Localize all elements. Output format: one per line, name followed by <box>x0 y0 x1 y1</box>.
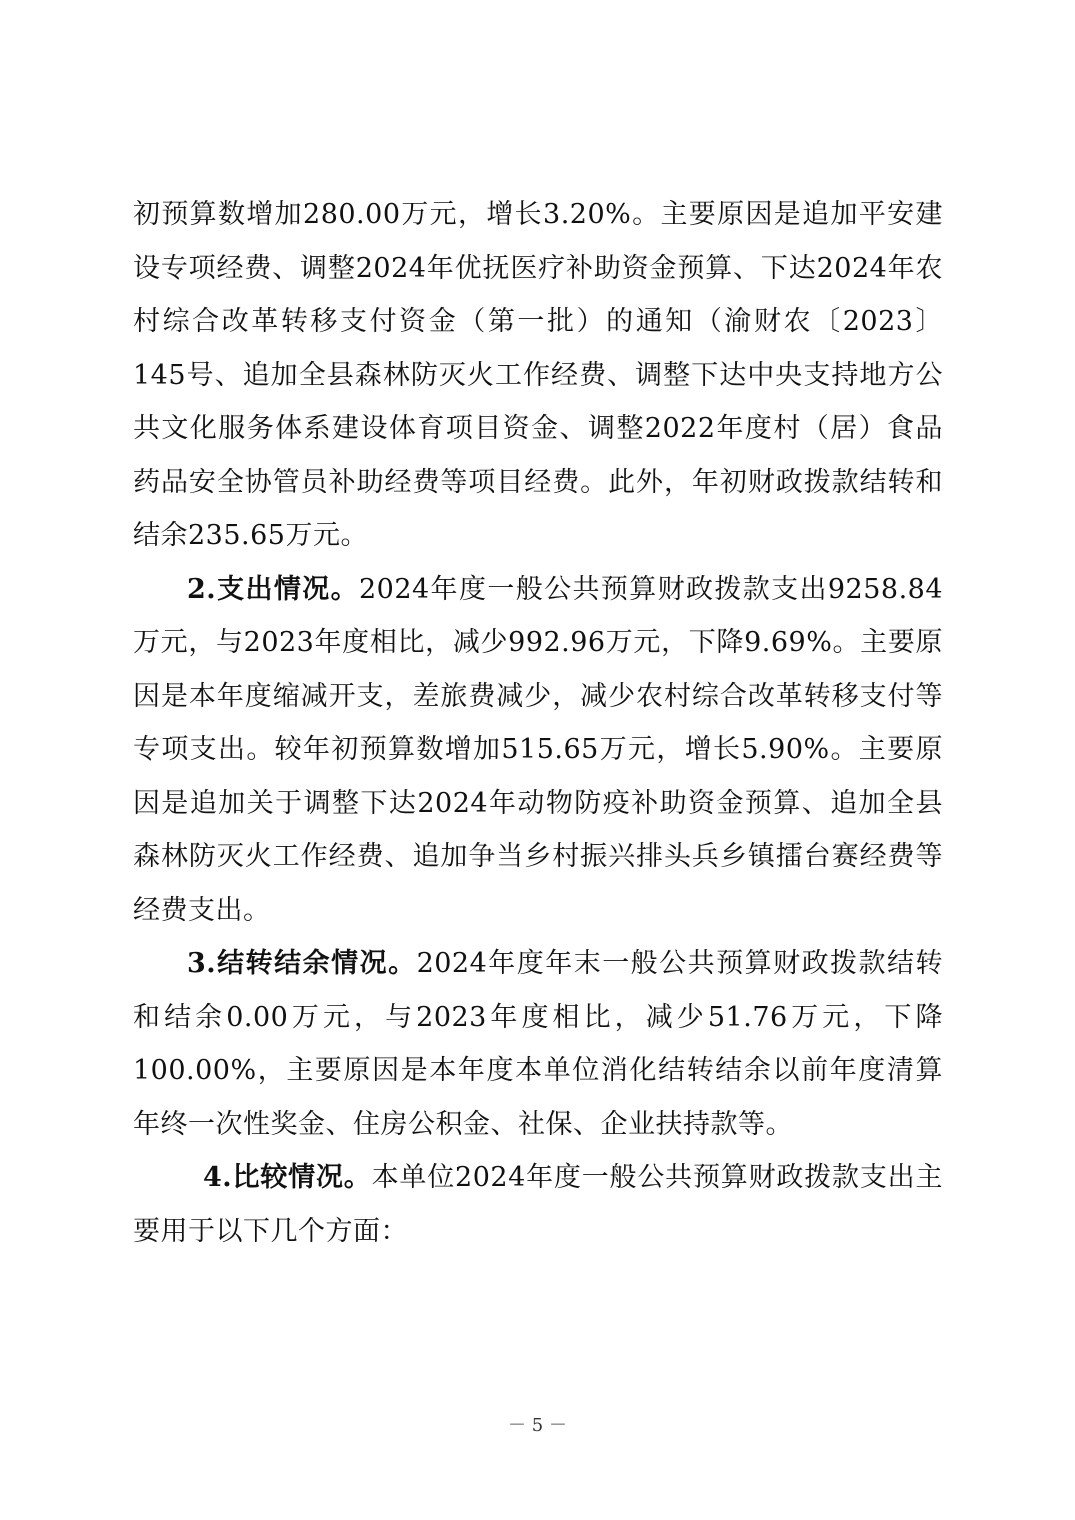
paragraph-3 <box>133 937 943 1151</box>
paragraph-4-heading: 4.比较情况。 <box>203 1162 372 1193</box>
page-number: － 5 － <box>508 1415 567 1436</box>
paragraph-4 <box>133 1151 943 1258</box>
paragraph-3-text: 2024年度年末一般公共预算财政拨款结转和结余0.00万元，与2023年度相比，减少51.76万元，下降100.00%，主要原因是本年度本单位消化结转结余以前年度清算年终一次性奖金、住房公积金、社保、企业扶持款等。 <box>133 948 944 1140</box>
paragraph-2 <box>133 563 943 938</box>
paragraph-4-text: 本单位2024年度一般公共预算财政拨款支出主要用于以下几个方面： <box>133 1162 944 1247</box>
paragraph-2-text: 2024年度一般公共预算财政拨款支出9258.84万元，与2023年度相比，减少992.96万元，下降9.69%。主要原因是本年度缩减开支，差旅费减少，减少农村综合改革转移支付等专项支出。较年初预算数增加515.65万元，增长5.90%。主要原因是追加关于调整下达2024年动物防疫补助资金预算、追加全县森林防灭火工作经费、追加争当乡村振兴排头兵乡镇擂台赛经费等经费支出。 <box>133 573 944 926</box>
paragraph-3-heading: 3.结转结余情况。 <box>187 948 417 979</box>
paragraph-2-heading: 2.支出情况。 <box>187 573 359 605</box>
paragraph-1-text: 初预算数增加280.00万元，增长3.20%。主要原因是追加平安建设专项经费、调整2024年优抚医疗补助资金预算、下达2024年农村综合改革转移支付资金（第一批）的通知（渝财农〔2023〕145号、追加全县森林防灭火工作经费、调整下达中央支持地方公共文化服务体系建设体育项目资金、调整2022年度村（居）食品药品安全协管员补助经费等项目经费。此外，年初财政拨款结转和结余235.65万元。 <box>133 199 943 551</box>
paragraph-1 <box>133 188 943 563</box>
document-body <box>133 188 943 1258</box>
